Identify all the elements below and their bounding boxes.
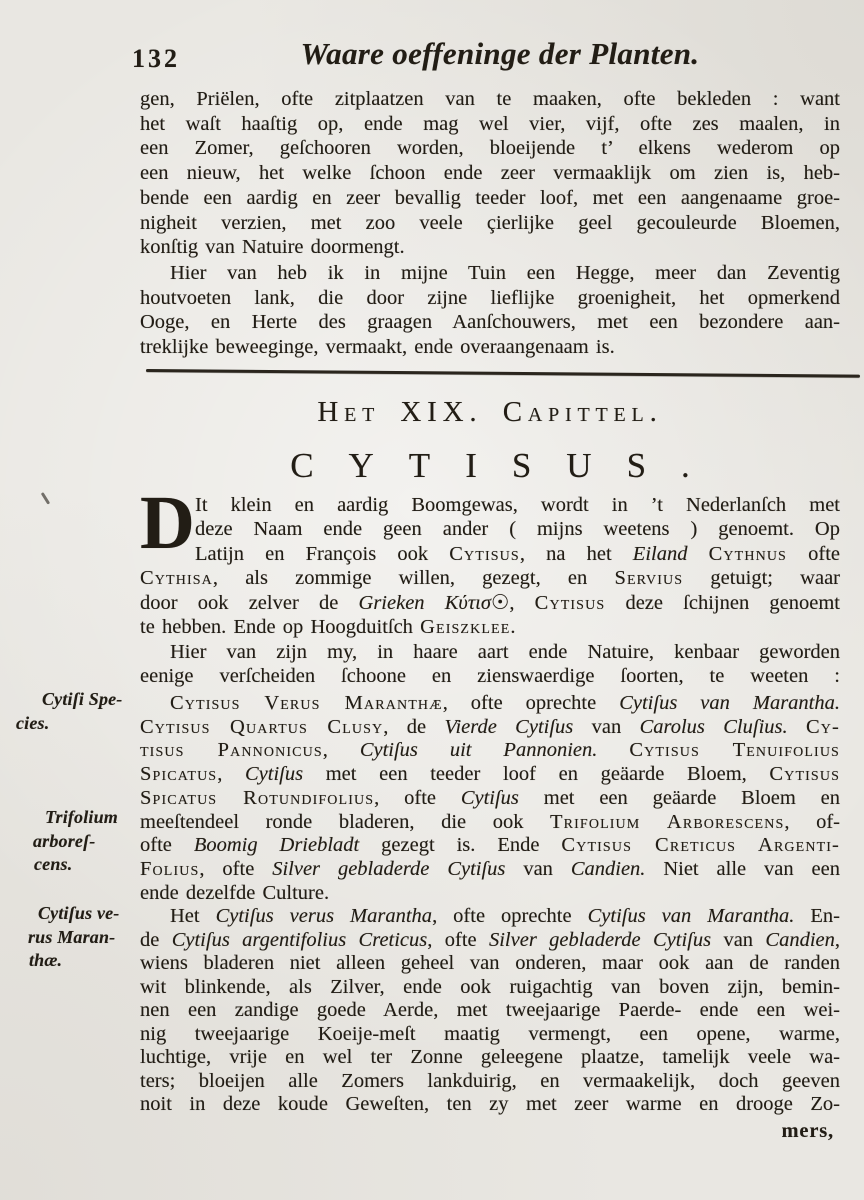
text-line: [140, 493, 840, 517]
text-segment: ,: [322, 739, 360, 762]
text-segment: met een teeder loof en geäarde Bloem,: [303, 763, 770, 786]
text-line: [16, 853, 138, 877]
paragraph-species-list: [140, 692, 840, 905]
text-segment: Cytisus Tenuifolius: [629, 739, 840, 762]
text-segment: Trifolium: [45, 807, 118, 827]
text-line: [140, 1070, 840, 1094]
text-segment: Geiszklee: [420, 616, 511, 639]
text-segment: een Zomer, geſchooren worden, bloeijende t’ elkens wederom op: [140, 137, 840, 160]
text-segment: ofte: [140, 834, 194, 857]
text-segment: een nieuw, het welke ſchoon ende zeer vermaaklijk om zien is, heb-: [140, 162, 840, 185]
text-segment: luchtige, vrije en wel ter Zonne geleegene plaatze, tamelijk veele wa-: [140, 1046, 840, 1068]
text-segment: Eiland: [632, 542, 688, 565]
text-segment: Cytiſus: [460, 786, 519, 809]
text-line: [140, 517, 840, 541]
text-segment: .: [510, 616, 516, 639]
text-segment: noit in deze koude Geweſten, ten zy met zeer warme en drooge Zo-: [140, 1093, 840, 1115]
text-line: [140, 692, 840, 716]
text-line: [140, 787, 840, 811]
text-segment: meeſtendeel ronde bladeren, die ook: [140, 810, 551, 833]
text-segment: [597, 739, 629, 761]
text-segment: wit blinkende, als Zilver, ende ook ruigachtig van boven zijn, bemin-: [140, 975, 840, 998]
page-number: 132: [132, 44, 180, 73]
text-segment: Cytiſus van Marantha.: [619, 692, 840, 714]
text-line: [140, 716, 840, 740]
text-segment: Cy-: [806, 715, 840, 738]
text-segment: , de: [383, 715, 445, 738]
text-segment: wiens bladeren niet alleen geheel van onderen, maar ook aan de randen: [140, 952, 840, 974]
text-segment: thæ.: [29, 950, 63, 970]
drop-cap: D: [140, 481, 195, 565]
text-segment: van: [711, 928, 766, 951]
text-line: [140, 640, 840, 664]
text-segment: Cytisus: [769, 763, 840, 786]
text-segment: met een geäarde Bloem en: [518, 786, 840, 809]
text-line: [140, 952, 840, 976]
text-segment: ters; bloeijen alle Zomers lankduirig, en vermaakelijk, doch geeven: [140, 1069, 840, 1092]
text-segment: Cytiſus: [245, 763, 304, 786]
text-line: [140, 905, 840, 929]
paragraph-intro-lines: [140, 481, 841, 639]
text-segment: Cytisus Quartus Clusy: [140, 715, 384, 738]
text-segment: En-: [794, 905, 840, 927]
text-line: [140, 211, 840, 236]
text-segment: bende een aardig en zeer bevallig teeder loof, met een aangenaame groe-: [140, 186, 840, 209]
text-segment: Het: [170, 905, 216, 927]
text-segment: deze ſchijnen genoemt: [605, 591, 840, 614]
text-line: [140, 976, 840, 1000]
text-line: [140, 136, 840, 161]
text-segment: Cytiſus van Marantha.: [587, 905, 795, 927]
text-line: [140, 542, 840, 566]
text-segment: , als zommige willen, gezegt, en: [212, 567, 615, 590]
text-segment: Cytisus: [449, 542, 520, 565]
text-segment: nigheit verzien, met zoo veele çierlijke geel gecouleurde Bloemen,: [140, 211, 840, 234]
text-segment: Cytiſus argentifolius Creticus: [171, 928, 428, 951]
text-segment: Boomig Driebladt: [193, 834, 360, 857]
text-segment: cies.: [16, 712, 50, 733]
text-segment: van: [573, 715, 640, 738]
text-segment: Hier van zijn my, in haare aart ende Natuire, kenbaar geworden: [170, 641, 840, 663]
text-segment: arboreſ-: [33, 830, 96, 851]
text-line: [140, 286, 840, 311]
text-segment: Folius: [140, 857, 200, 880]
text-segment: ,: [509, 591, 535, 614]
text-segment: , ofte oprechte: [432, 905, 588, 927]
text-line: [140, 929, 840, 953]
text-line: [140, 1023, 840, 1047]
text-line: [140, 858, 840, 882]
text-segment: , ofte: [199, 857, 273, 880]
text-line: [140, 112, 840, 137]
text-segment: [687, 543, 708, 565]
text-segment: Cytiſus uit Pannonien.: [359, 739, 598, 762]
text-segment: Grieken Κύτισ☉: [358, 591, 510, 614]
text-segment: Niet alle van een: [645, 857, 840, 880]
text-segment: Cytiſi Spe-: [42, 689, 123, 709]
text-segment: van: [505, 857, 571, 880]
text-segment: [788, 716, 806, 738]
text-segment: Spicatus: [140, 763, 218, 786]
text-segment: It klein en aardig Boomgewas, wordt in ’t Nederlanſch met: [195, 494, 840, 516]
text-line: [140, 261, 840, 286]
text-segment: Cytisus Creticus Argenti-: [561, 834, 840, 857]
text-segment: Servius: [614, 567, 684, 590]
text-segment: Latijn en François ook: [195, 542, 450, 565]
text-segment: Silver gebladerde Cytiſus: [488, 928, 712, 951]
text-segment: Cythnus: [708, 542, 787, 565]
text-segment: rus Maran-: [28, 926, 116, 947]
text-segment: eenige verſcheiden ſchoone en zienswaerdige ſoorten, te weeten :: [140, 665, 840, 688]
text-line: [16, 806, 138, 830]
text-segment: Cytiſus ve-: [38, 903, 120, 923]
text-segment: te hebben. Ende op Hoogduitſch: [140, 616, 421, 639]
text-segment: Cytisus Verus Maranthæ: [170, 692, 443, 714]
margin-note-cytisi-species: [16, 688, 138, 735]
text-line: [140, 87, 840, 112]
margin-note-trifolium-arborescens: [16, 806, 138, 877]
text-line: [16, 712, 138, 736]
text-segment: , ofte oprechte: [442, 692, 620, 714]
text-segment: gen, Priëlen, ofte zitplaatzen van te maaken, ofte bekleden : want: [140, 88, 840, 110]
text-line: [16, 688, 138, 712]
chapter-heading: Het XIX. Capittel.: [317, 396, 663, 428]
text-segment: Cytiſus verus Marantha: [215, 905, 433, 927]
text-segment: Cythisa: [140, 567, 213, 590]
text-segment: getuigt; waar: [683, 567, 840, 590]
text-segment: treklijke beweeginge, vermaakt, ende overaangenaam is.: [140, 336, 615, 359]
text-line: [140, 1046, 840, 1070]
text-line: [140, 739, 840, 763]
text-line: [16, 926, 138, 950]
text-segment: Cytisus: [534, 591, 606, 614]
text-segment: konſtig van Natuire doormengt.: [140, 236, 405, 259]
running-title: Waare oeffeninge der Planten.: [300, 36, 700, 71]
text-segment: Trifolium Arborescens: [550, 810, 785, 833]
paragraph-hegge: [140, 261, 840, 360]
text-segment: Hier van heb ik in mijne Tuin een Hegge, meer dan Zeventig: [170, 262, 840, 284]
text-segment: houtvoeten lank, die door zijne lieflijke groenigheit, het opmerkend: [140, 286, 840, 309]
text-segment: Ooge, en Herte des graagen Aanſchouwers, met een bezondere aan-: [140, 311, 840, 334]
paragraph-intro: [140, 481, 841, 639]
text-line: [140, 186, 840, 211]
text-line: [140, 335, 840, 360]
text-segment: tisus Pannonicus: [140, 739, 323, 762]
text-segment: ende dezelfde Culture.: [140, 881, 330, 904]
text-line: [16, 902, 138, 926]
paragraph-soorten: [140, 640, 840, 689]
margin-note-cytisus-verus-maranthae: [16, 902, 138, 973]
text-line: [140, 999, 840, 1023]
text-line: [140, 615, 840, 639]
text-line: [140, 591, 840, 615]
text-segment: gezegt is. Ende: [359, 834, 562, 857]
text-segment: Spicatus Rotundifolius: [140, 786, 375, 809]
text-line: [140, 161, 840, 186]
text-line: [140, 763, 840, 787]
section-divider-rule: [146, 369, 860, 377]
text-line: [16, 949, 138, 973]
text-line: [140, 834, 840, 858]
text-line: [140, 235, 840, 260]
text-segment: , na het: [519, 542, 633, 565]
text-segment: Carolus Cluſius.: [639, 715, 788, 738]
text-line: [140, 310, 840, 335]
text-line: [16, 830, 138, 854]
text-line: [140, 566, 840, 590]
plant-title: CYTISUS.: [290, 446, 725, 485]
text-segment: Candien: [765, 928, 835, 951]
text-line: [140, 1093, 840, 1117]
text-segment: , of-: [784, 810, 840, 833]
text-segment: door ook zelver de: [140, 591, 359, 614]
catchword: mers,: [781, 1120, 834, 1142]
text-segment: , ofte: [374, 786, 461, 809]
scan-speck: [41, 492, 50, 504]
paragraph-culture: [140, 905, 840, 1117]
text-segment: nen een zandige goede Aerde, met tweejaarige Paerde- ende een wei-: [140, 999, 840, 1021]
text-line: [140, 664, 840, 688]
text-segment: Candien.: [570, 857, 646, 880]
text-line: [140, 882, 840, 906]
text-line: [140, 811, 840, 835]
text-segment: ,: [217, 763, 245, 786]
text-segment: deze Naam ende geen ander ( mijns weetens ) genoemt. Op: [195, 518, 840, 541]
text-segment: nig tweejaarige Koeije-meſt maatig vermengt, een opene, warme,: [140, 1022, 840, 1045]
text-segment: het waſt haaſtig op, ende mag wel vier, vijf, ofte zes maalen, in: [140, 112, 840, 135]
text-segment: de: [140, 928, 172, 951]
text-segment: Silver gebladerde Cytiſus: [272, 857, 506, 880]
text-segment: Vierde Cytiſus: [444, 715, 574, 738]
text-segment: , ofte: [427, 928, 489, 951]
paragraph-continued: [140, 87, 840, 260]
text-segment: ofte: [786, 542, 841, 565]
text-segment: cens.: [34, 854, 73, 874]
text-segment: ,: [834, 928, 840, 951]
